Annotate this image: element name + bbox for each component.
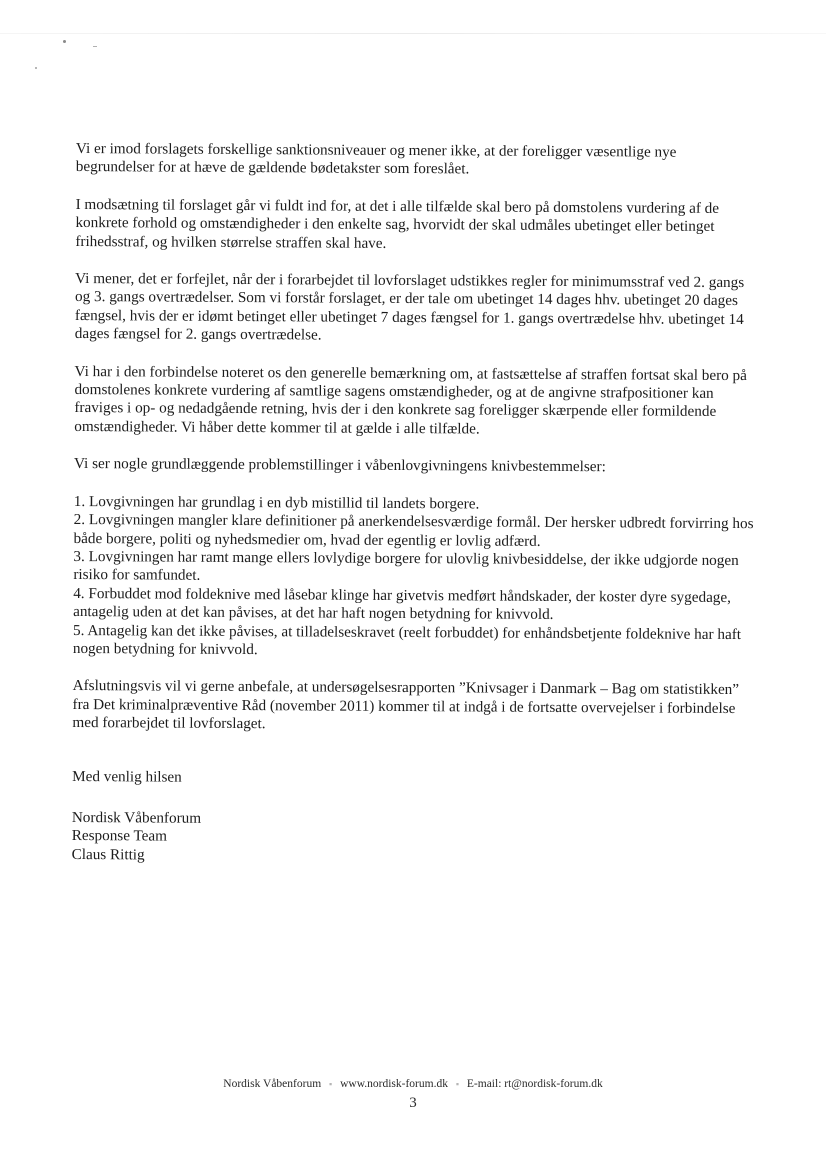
page-footer xyxy=(0,1077,826,1091)
paragraph: Vi ser nogle grundlæggende problemstillinger i våbenlovgivningens knivbestemmelser: xyxy=(73,455,606,476)
paragraph: Vi er imod forslagets forskellige sanktionsniveauer og mener ikke, at der foreligger væsentlige nye begrundelser for at hæve de gældende bødetakster som foreslået. xyxy=(75,140,677,178)
signature-team: Response Team xyxy=(71,827,168,845)
footer-website: www.nordisk-forum.dk xyxy=(340,1078,448,1090)
list-item: 3. Lovgivningen har ramt mange ellers lovlydige borgere for ulovlig knivbesiddelse, der ikke udgjorde nogen risiko for samfundet. xyxy=(73,547,739,585)
signature-name: Claus Rittig xyxy=(71,845,145,864)
signature-block xyxy=(72,809,752,868)
list-item: 2. Lovgivningen mangler klare definitioner på anerkendelsesværdige formål. Der hersker udbredt forvirring hos både borgere, politi og nyhedsmedier om, hvad der egentlig er lovlig adfærd. xyxy=(73,511,754,550)
footer-organization: Nordisk Våbenforum xyxy=(223,1078,322,1090)
final-paragraph: Afslutningsvis vil vi gerne anbefale, at undersøgelsesrapporten ”Knivsager i Danmark – Bag om statistikken” fra Det kriminalpræventive Råd (november 2011) kommer til at indgå i de fortsatte overvejelser i forbindelse med forarbejdet til lovforslaget. xyxy=(72,677,740,733)
closing-greeting: Med venlig hilsen xyxy=(72,767,182,786)
list-item: 5. Antagelig kan det ikke påvises, at tilladelseskravet (reelt forbuddet) for enhåndsbetjente foldeknive har haft nogen betydning for knivvold. xyxy=(72,621,742,659)
paragraph: I modsætning til forslaget går vi fuldt ind for, at det i alle tilfælde skal bero på domstolens vurdering af de konkrete forhold og omstændigheder i den enkelte sag, hvorvidt der skal udmåles ubetinget eller betinget frihedsstraf, og hvilken størrelse straffen skal have. xyxy=(75,195,720,252)
scan-speck xyxy=(63,40,66,43)
scan-speck xyxy=(35,67,37,69)
letter-body xyxy=(72,140,756,868)
page-number: 3 xyxy=(409,1095,417,1111)
footer-separator: ▪ xyxy=(455,1079,460,1089)
paragraph: Vi har i den forbindelse noteret os den generelle bemærkning om, at fastsættelse af straffen fortsat skal bero på domstolenes konkrete vurdering af samtlige sagens omstændigheder, og at de angivne strafpositioner kan fraviges i op- og nedadgående retning, hvis der i den konkrete sag foreligger skærpende eller formildende omstændigheder. Vi håber dette kommer til at gælde i alle tilfælde. xyxy=(74,362,747,438)
problem-list xyxy=(73,493,754,663)
list-item: 4. Forbuddet mod foldeknive med låsebar klinge har givetvis medført håndskader, der koster dyre sygedage, antagelig uden at det kan påvises, at det har haft nogen betydning for knivvold. xyxy=(73,584,732,624)
footer-separator: ▪ xyxy=(329,1079,333,1089)
scan-artifact-line xyxy=(0,33,826,34)
footer-email: E-mail: rt@nordisk-forum.dk xyxy=(466,1078,603,1090)
list-item: 1. Lovgivningen har grundlag i en dyb mistillid til landets borgere. xyxy=(73,492,480,513)
scan-speck xyxy=(93,46,97,47)
paragraph: Vi mener, det er forfejlet, når der i forarbejdet til lovforslaget udstikkes regler for minimumsstraf ved 2. gangs og 3. gangs overtrædelser. Som vi forstår forslaget, er der tale om ubetinget 14 dages hhv. ubetinget 20 dages fængsel, hvis der er idømt betinget eller ubetinget 7 dages fængsel for 1. gangs overtrædelse hhv. ubetinget 14 dages fængsel for 2. gangs overtrædelse. xyxy=(74,270,745,344)
signature-organization: Nordisk Våbenforum xyxy=(71,808,202,827)
